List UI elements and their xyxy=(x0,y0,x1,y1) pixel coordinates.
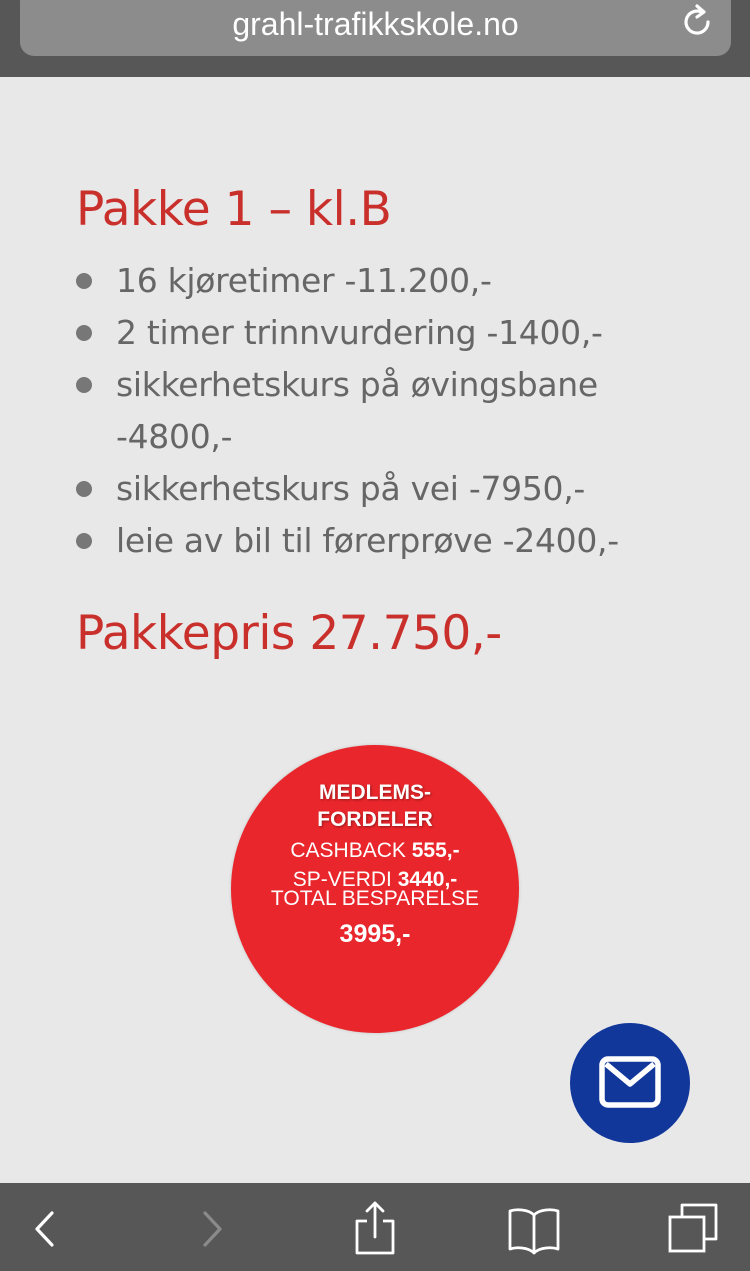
share-icon xyxy=(347,1201,403,1257)
total-savings-value: 3995,- xyxy=(339,920,411,948)
package-title: Pakke 1 – kl.B xyxy=(76,182,392,237)
share-button[interactable] xyxy=(347,1201,403,1257)
cashback-value: 555,- xyxy=(411,839,460,862)
package-items-list xyxy=(76,255,636,567)
url-text: grahl-trafikkskole.no xyxy=(232,6,519,42)
reload-icon[interactable] xyxy=(679,4,715,40)
bookmarks-button[interactable] xyxy=(506,1201,562,1257)
list-item-text: 16 kjøretimer -11.200,- xyxy=(116,261,492,300)
book-icon xyxy=(506,1201,562,1257)
list-item-text: sikkerhetskurs på vei -7950,- xyxy=(116,469,586,508)
tabs-button[interactable] xyxy=(666,1201,722,1257)
forward-button[interactable] xyxy=(184,1201,240,1257)
member-benefits-badge xyxy=(231,745,519,1033)
list-item xyxy=(76,463,636,515)
sp-value: 3440,- xyxy=(397,868,458,891)
total-savings-label: TOTAL BESPARELSE xyxy=(270,887,480,910)
cashback-line xyxy=(231,837,519,865)
contact-mail-button[interactable] xyxy=(570,1023,690,1143)
bullet-icon xyxy=(76,325,92,341)
mail-icon xyxy=(599,1056,661,1110)
bullet-icon xyxy=(76,273,92,289)
badge-title-line2: FORDELER xyxy=(317,808,433,831)
list-item-text: sikkerhetskurs på øvingsbane -4800,- xyxy=(116,365,598,456)
tabs-icon xyxy=(666,1201,722,1257)
chevron-left-icon xyxy=(17,1201,73,1257)
badge-title-line1: MEDLEMS- xyxy=(319,781,431,804)
sp-label: SP-VERDI xyxy=(292,868,398,891)
back-button[interactable] xyxy=(17,1201,73,1257)
bullet-icon xyxy=(76,481,92,497)
address-bar[interactable] xyxy=(20,0,731,56)
package-price: Pakkepris 27.750,- xyxy=(76,606,502,661)
browser-toolbar xyxy=(0,1183,750,1271)
chevron-right-icon xyxy=(184,1201,240,1257)
bullet-icon xyxy=(76,377,92,393)
bullet-icon xyxy=(76,533,92,549)
cashback-label: CASHBACK xyxy=(290,839,412,862)
badge-title xyxy=(231,779,519,833)
list-item xyxy=(76,307,636,359)
list-item-text: 2 timer trinnvurdering -1400,- xyxy=(116,313,603,352)
list-item xyxy=(76,515,636,567)
browser-top-bar xyxy=(0,0,750,77)
list-item-text: leie av bil til førerprøve -2400,- xyxy=(116,521,619,560)
list-item xyxy=(76,359,636,463)
list-item xyxy=(76,255,636,307)
page-content xyxy=(0,77,750,1183)
